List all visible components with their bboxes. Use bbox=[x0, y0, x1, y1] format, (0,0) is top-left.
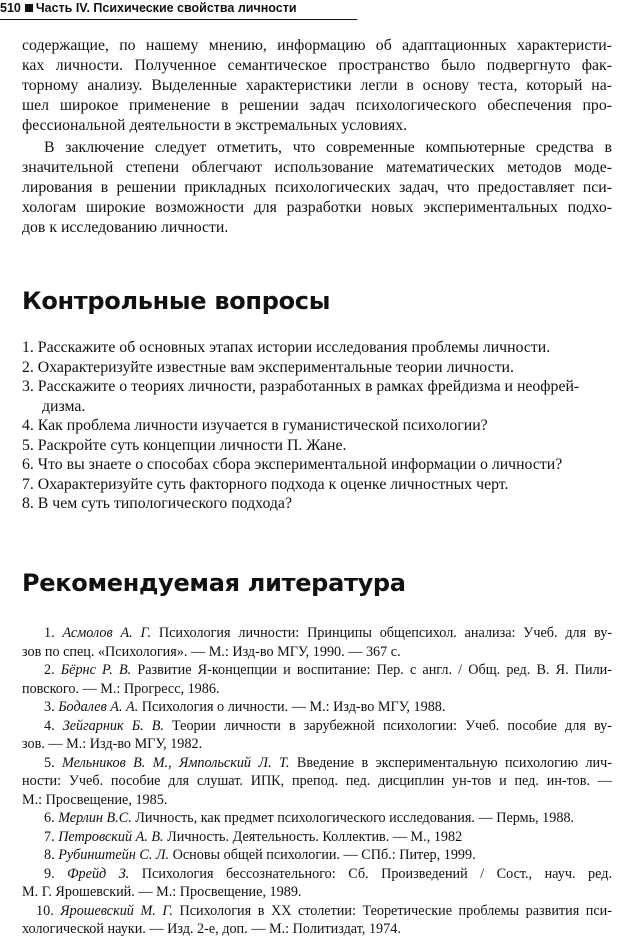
running-header bbox=[0, 0, 357, 20]
question-item bbox=[22, 338, 607, 358]
reference-number: 4. bbox=[44, 717, 63, 734]
reference-item bbox=[22, 809, 612, 828]
text-line: ках личности. Полученное семантическое пространство было подвергнуто фак- bbox=[22, 57, 612, 74]
reference-number: 6. bbox=[44, 810, 59, 826]
reference-author: Мельников В. М., Ямпольский Л. Т. bbox=[62, 754, 290, 771]
reference-line: повского. — М.: Прогресс, 1986. bbox=[22, 680, 220, 697]
text-line: торному анализу. Выделенные характеристики легли в основу теста, который на- bbox=[22, 77, 612, 94]
question-text: 5. Раскройте суть концепции личности П. Жане. bbox=[22, 436, 347, 454]
reference-line bbox=[22, 828, 612, 847]
reference-title: Теории личности в зарубежной психологии: Учеб. пособие для ву- bbox=[163, 717, 612, 734]
reference-title: Психология о личности. — М.: Изд-во МГУ, 1988. bbox=[138, 699, 446, 715]
reference-line bbox=[22, 809, 612, 828]
reference-author: Фрейд З. bbox=[67, 865, 130, 882]
reference-line bbox=[22, 902, 612, 921]
reference-author: Асмолов А. Г. bbox=[62, 625, 152, 641]
reference-number: 3. bbox=[44, 699, 59, 715]
question-item bbox=[22, 455, 607, 475]
reference-author: Рубинштейн С. Л. bbox=[58, 847, 170, 863]
reference-item bbox=[22, 902, 612, 939]
reference-item bbox=[22, 828, 612, 847]
reference-author: Ярошевский М. Г. bbox=[60, 902, 173, 919]
question-text: 8. В чем суть типологического подхода? bbox=[22, 495, 292, 512]
page-number: 510 bbox=[0, 1, 21, 15]
reference-line bbox=[22, 661, 612, 680]
question-item bbox=[22, 436, 607, 456]
reference-line: зов по спец. «Психология». — М.: Изд-во МГУ, 1990. — 367 с. bbox=[22, 643, 401, 660]
square-bullet-icon bbox=[25, 4, 33, 12]
reference-line: М.: Просвещение, 1985. bbox=[22, 791, 168, 808]
reference-line: зов. — М.: Изд-во МГУ, 1982. bbox=[22, 736, 203, 752]
text-line: хологам широкие возможности для разработки новых экспериментальных подхо- bbox=[22, 199, 612, 216]
reference-line bbox=[22, 624, 612, 643]
reference-title: Личность. Деятельность. Коллектив. — М., 1982 bbox=[163, 828, 463, 845]
reference-title: Основы общей психологии. — СПб.: Питер, 1999. bbox=[169, 847, 476, 863]
reference-title: Введение в экспериментальную психологию лич- bbox=[289, 754, 613, 771]
paragraph-text bbox=[22, 138, 612, 238]
reference-line bbox=[22, 754, 612, 773]
reference-author: Бодалев А. А. bbox=[58, 699, 139, 715]
reference-author: Петровский А. В. bbox=[58, 828, 164, 845]
part-title: Часть IV. Психические свойства личности bbox=[35, 1, 297, 15]
reference-line bbox=[22, 698, 612, 717]
questions-heading: Контрольные вопросы bbox=[22, 287, 331, 315]
reference-number: 2. bbox=[44, 662, 61, 678]
reference-line: хологической науки. — Изд. 2-е, доп. — М.: Политиздат, 1974. bbox=[22, 921, 401, 937]
text-line: шел широкое применение в решении задач психологического обеспечения про- bbox=[22, 97, 612, 114]
text-line: дов к исследованию личности. bbox=[22, 219, 229, 236]
reference-item bbox=[22, 661, 612, 698]
text-line: содержащие, по нашему мнению, информацию об адаптационных характеристи- bbox=[22, 37, 612, 54]
intro-paragraph-2 bbox=[22, 138, 612, 238]
reference-title: Психология бессознательного: Сб. Произведений / Сост., науч. ред. bbox=[129, 865, 612, 882]
text-line: значительной степени облегчают использование математических методов моде- bbox=[22, 159, 612, 176]
reference-line: М. Г. Ярошевский. — М.: Просвещение, 1989. bbox=[22, 884, 302, 900]
question-continuation: дизма. bbox=[42, 397, 86, 415]
questions-list bbox=[22, 338, 607, 514]
reference-line bbox=[22, 717, 612, 736]
question-text: 6. Что вы знаете о способах сбора экспериментальной информации о личности? bbox=[22, 456, 563, 473]
question-text: 3. Расскажите о теориях личности, разработанных в рамках фрейдизма и неофрей- bbox=[22, 378, 580, 395]
reference-author: Зейгарник Б. В. bbox=[62, 717, 164, 734]
reference-title: Психология в XX столетии: Теоретические проблемы развития пси- bbox=[172, 902, 612, 919]
question-item bbox=[22, 416, 607, 436]
reference-number: 5. bbox=[44, 754, 63, 771]
question-text: 7. Охарактеризуйте суть факторного подхода к оценке личностных черт. bbox=[22, 475, 509, 493]
reference-line bbox=[22, 865, 612, 884]
reference-number: 9. bbox=[44, 865, 68, 882]
reference-item bbox=[22, 754, 612, 810]
reference-title: Развитие Я-концепции и воспитание: Пер. с англ. / Общ. ред. В. Я. Пили- bbox=[131, 662, 613, 678]
reference-line: ности: Учеб. пособие для слушат. ИПК, препод. пед. дисциплин ун-тов и пед. ин-тов. — bbox=[22, 773, 612, 789]
question-item bbox=[22, 377, 607, 416]
text-line: лирования в решении прикладных психологических задач, что предоставляет пси- bbox=[22, 179, 612, 196]
reference-author: Мерлин В.С. bbox=[58, 810, 132, 826]
literature-list bbox=[22, 624, 612, 939]
question-item bbox=[22, 475, 607, 495]
question-text: 1. Расскажите об основных этапах истории исследования проблемы личности. bbox=[22, 339, 551, 356]
reference-item bbox=[22, 846, 612, 865]
intro-paragraph-1 bbox=[22, 36, 612, 136]
reference-number: 1. bbox=[44, 625, 63, 641]
reference-number: 8. bbox=[44, 847, 59, 863]
reference-item bbox=[22, 865, 612, 902]
reference-number: 7. bbox=[44, 828, 59, 845]
paragraph-text bbox=[22, 36, 612, 136]
text-line: В заключение следует отметить, что современные компьютерные средства в bbox=[44, 139, 612, 156]
literature-heading: Рекомендуемая литература bbox=[22, 569, 406, 597]
reference-author: Бёрнс Р. В. bbox=[60, 662, 132, 678]
reference-item bbox=[22, 717, 612, 754]
reference-title: Личность, как предмет психологического исследования. — Пермь, 1988. bbox=[131, 810, 575, 826]
text-line: фессиональной деятельности в экстремальных условиях. bbox=[22, 117, 408, 134]
question-text: 4. Как проблема личности изучается в гуманистической психологии? bbox=[22, 417, 488, 434]
reference-title: Психология личности: Принципы общепсихол. анализа: Учеб. для ву- bbox=[151, 625, 613, 641]
reference-number: 10. bbox=[36, 902, 61, 919]
reference-line bbox=[22, 846, 612, 865]
question-item bbox=[22, 358, 607, 378]
question-item bbox=[22, 494, 607, 514]
reference-item bbox=[22, 624, 612, 661]
question-text: 2. Охарактеризуйте известные вам экспериментальные теории личности. bbox=[22, 358, 514, 376]
reference-item bbox=[22, 698, 612, 717]
